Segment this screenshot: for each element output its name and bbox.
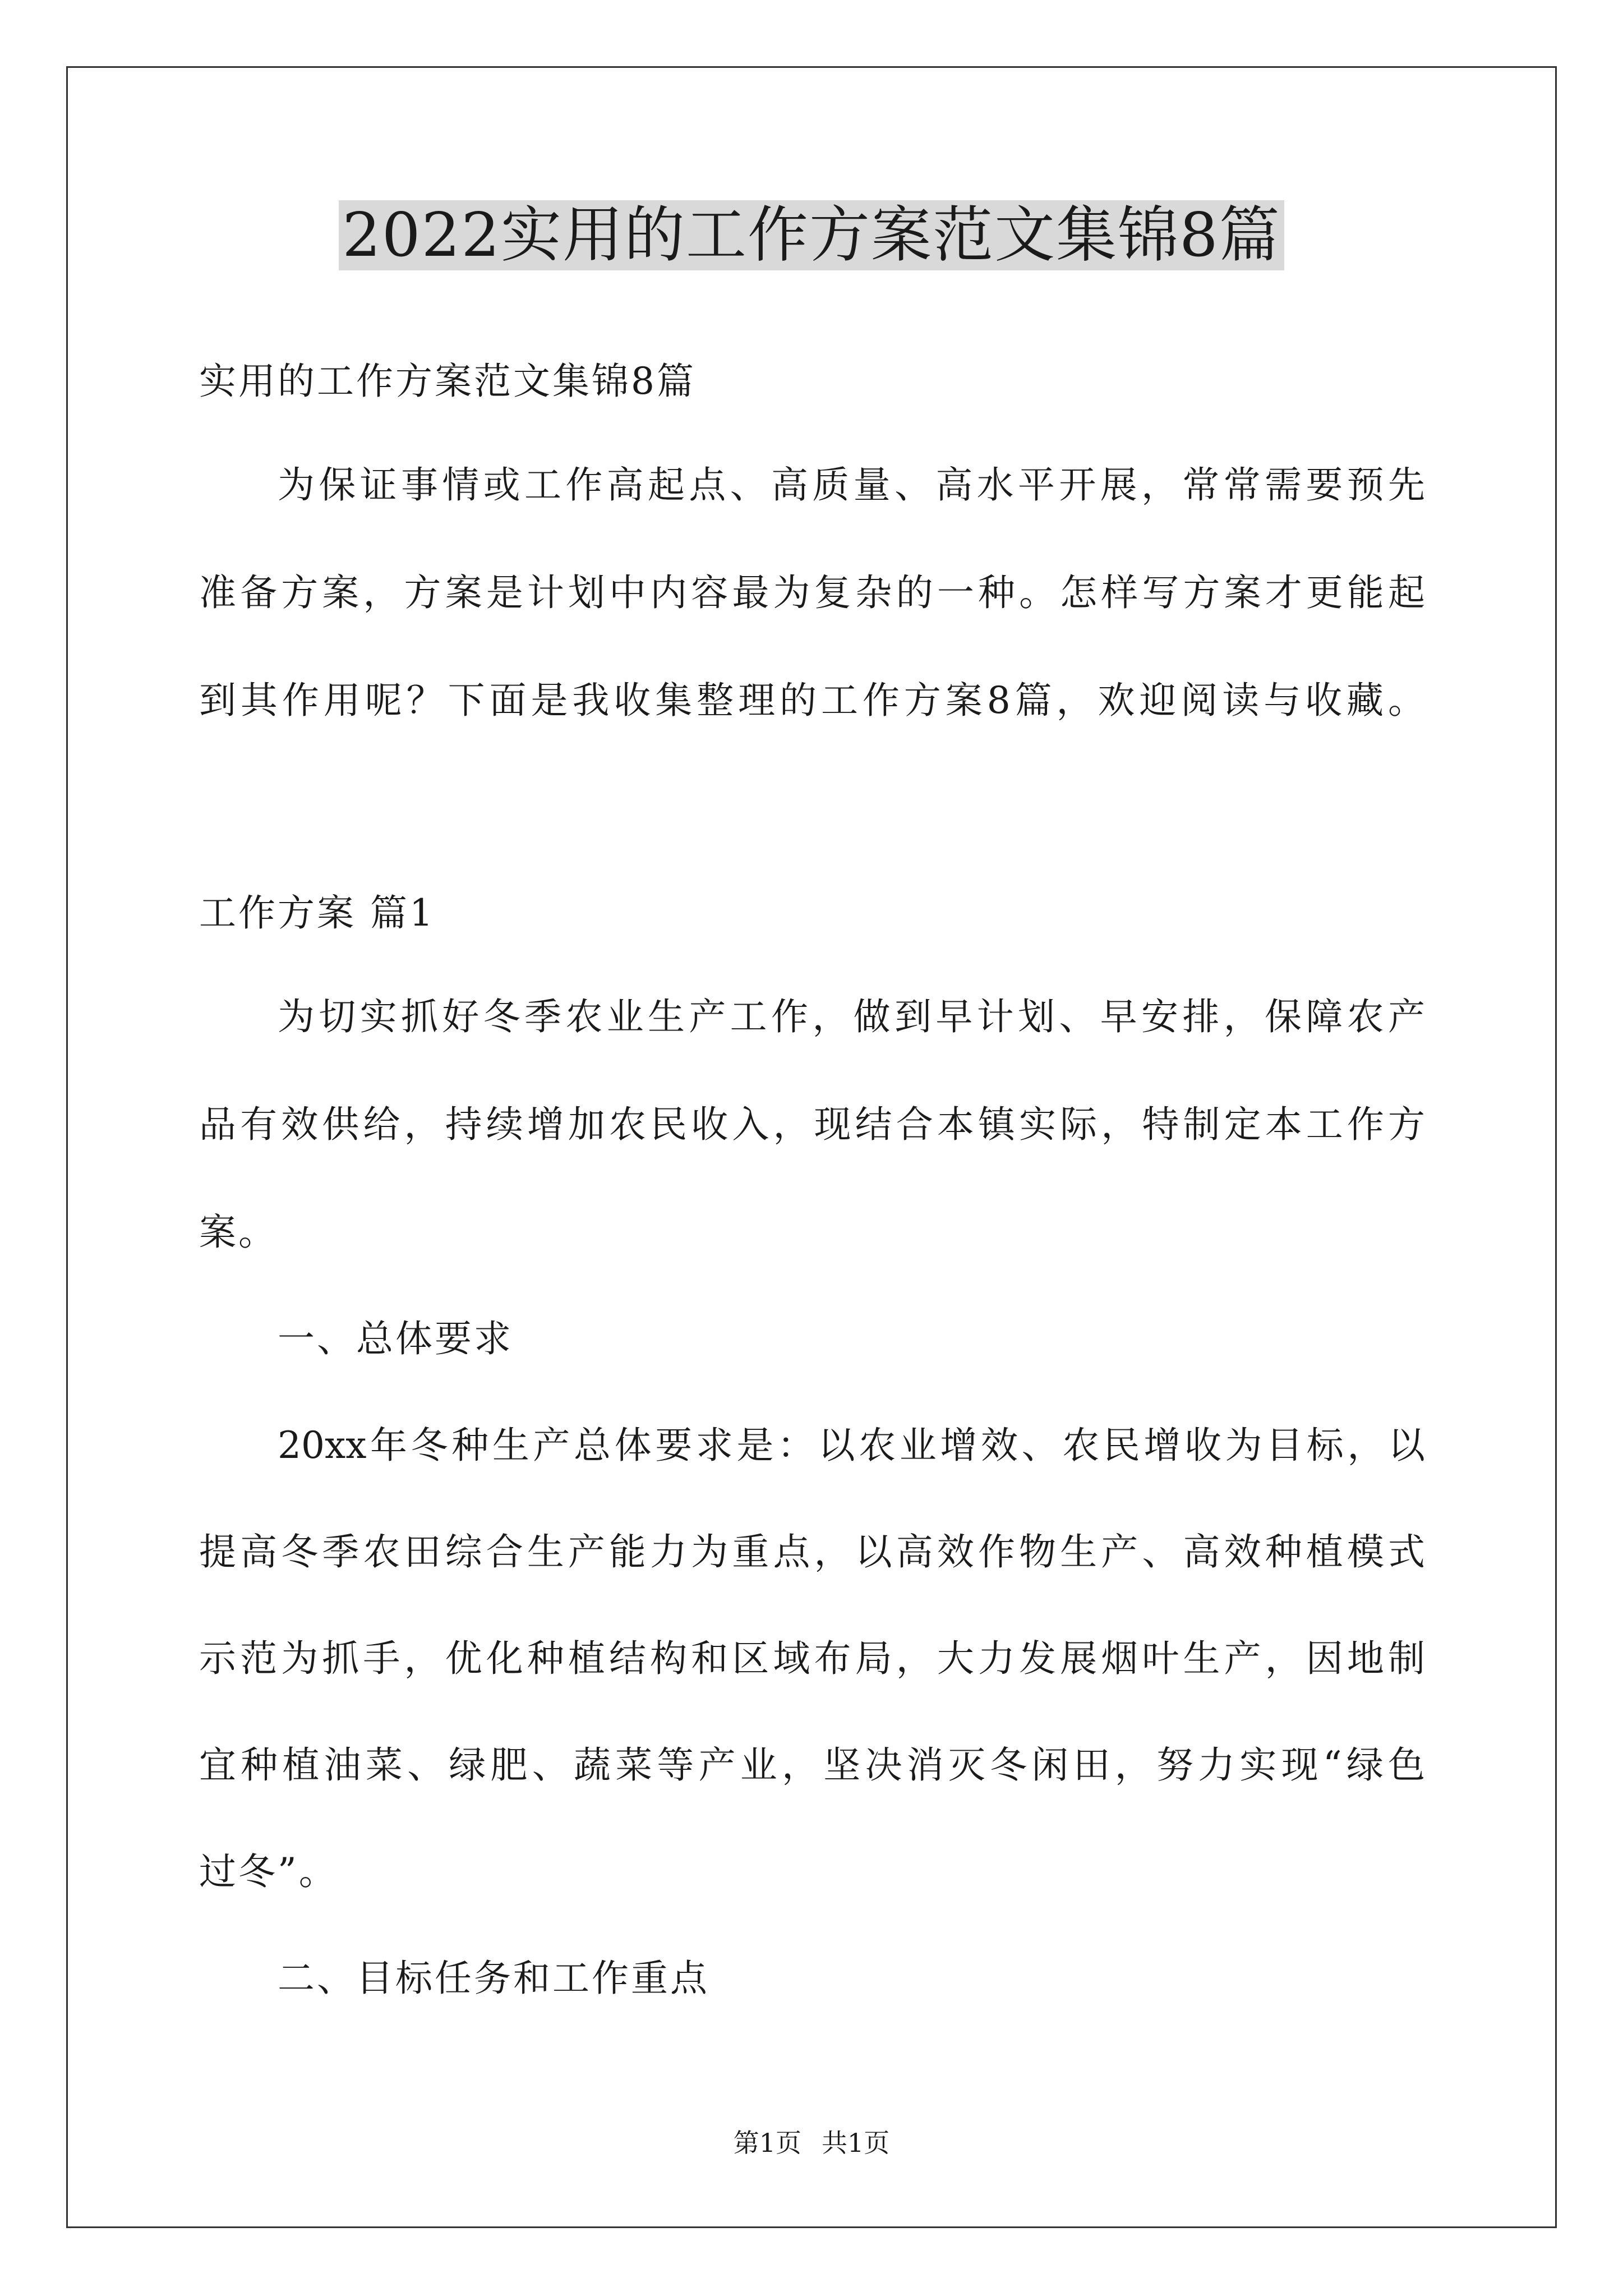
page-footer xyxy=(0,2126,1623,2160)
intro-line-3: 到其作用呢？下面是我收集整理的工作方案8篇，欢迎阅读与收藏。 xyxy=(199,679,1425,722)
section-heading: 工作方案 篇1 xyxy=(199,891,435,935)
section-intro-line-3: 案。 xyxy=(199,1211,278,1254)
part1-line-5: 过冬”。 xyxy=(199,1850,338,1893)
part-heading-2: 二、目标任务和工作重点 xyxy=(278,1957,709,2000)
page-number: 第1页 xyxy=(733,2128,801,2158)
part1-line-2: 提高冬季农田综合生产能力为重点，以高效作物生产、高效种植模式 xyxy=(199,1530,1425,1573)
page-total: 共1页 xyxy=(822,2128,890,2158)
section-intro-line-1: 为切实抓好冬季农业生产工作，做到早计划、早安排，保障农产 xyxy=(278,995,1425,1038)
document-title xyxy=(0,194,1623,278)
part1-line-4: 宜种植油菜、绿肥、蔬菜等产业，坚决消灭冬闲田，努力实现“绿色 xyxy=(199,1743,1425,1787)
intro-line-2: 准备方案，方案是计划中内容最为复杂的一种。怎样写方案才更能起 xyxy=(199,571,1425,614)
section-intro-line-2: 品有效供给，持续增加农民收入，现结合本镇实际，特制定本工作方 xyxy=(199,1103,1425,1146)
intro-line-1: 为保证事情或工作高起点、高质量、高水平开展，常常需要预先 xyxy=(278,463,1425,507)
part-heading-1: 一、总体要求 xyxy=(278,1317,513,1360)
part1-line-1: 20xx年冬种生产总体要求是：以农业增效、农民增收为目标，以 xyxy=(278,1424,1425,1467)
document-subtitle: 实用的工作方案范文集锦8篇 xyxy=(199,360,696,403)
document-title-text: 2022实用的工作方案范文集锦8篇 xyxy=(339,200,1284,270)
part1-line-3: 示范为抓手，优化种植结构和区域布局，大力发展烟叶生产，因地制 xyxy=(199,1637,1425,1680)
